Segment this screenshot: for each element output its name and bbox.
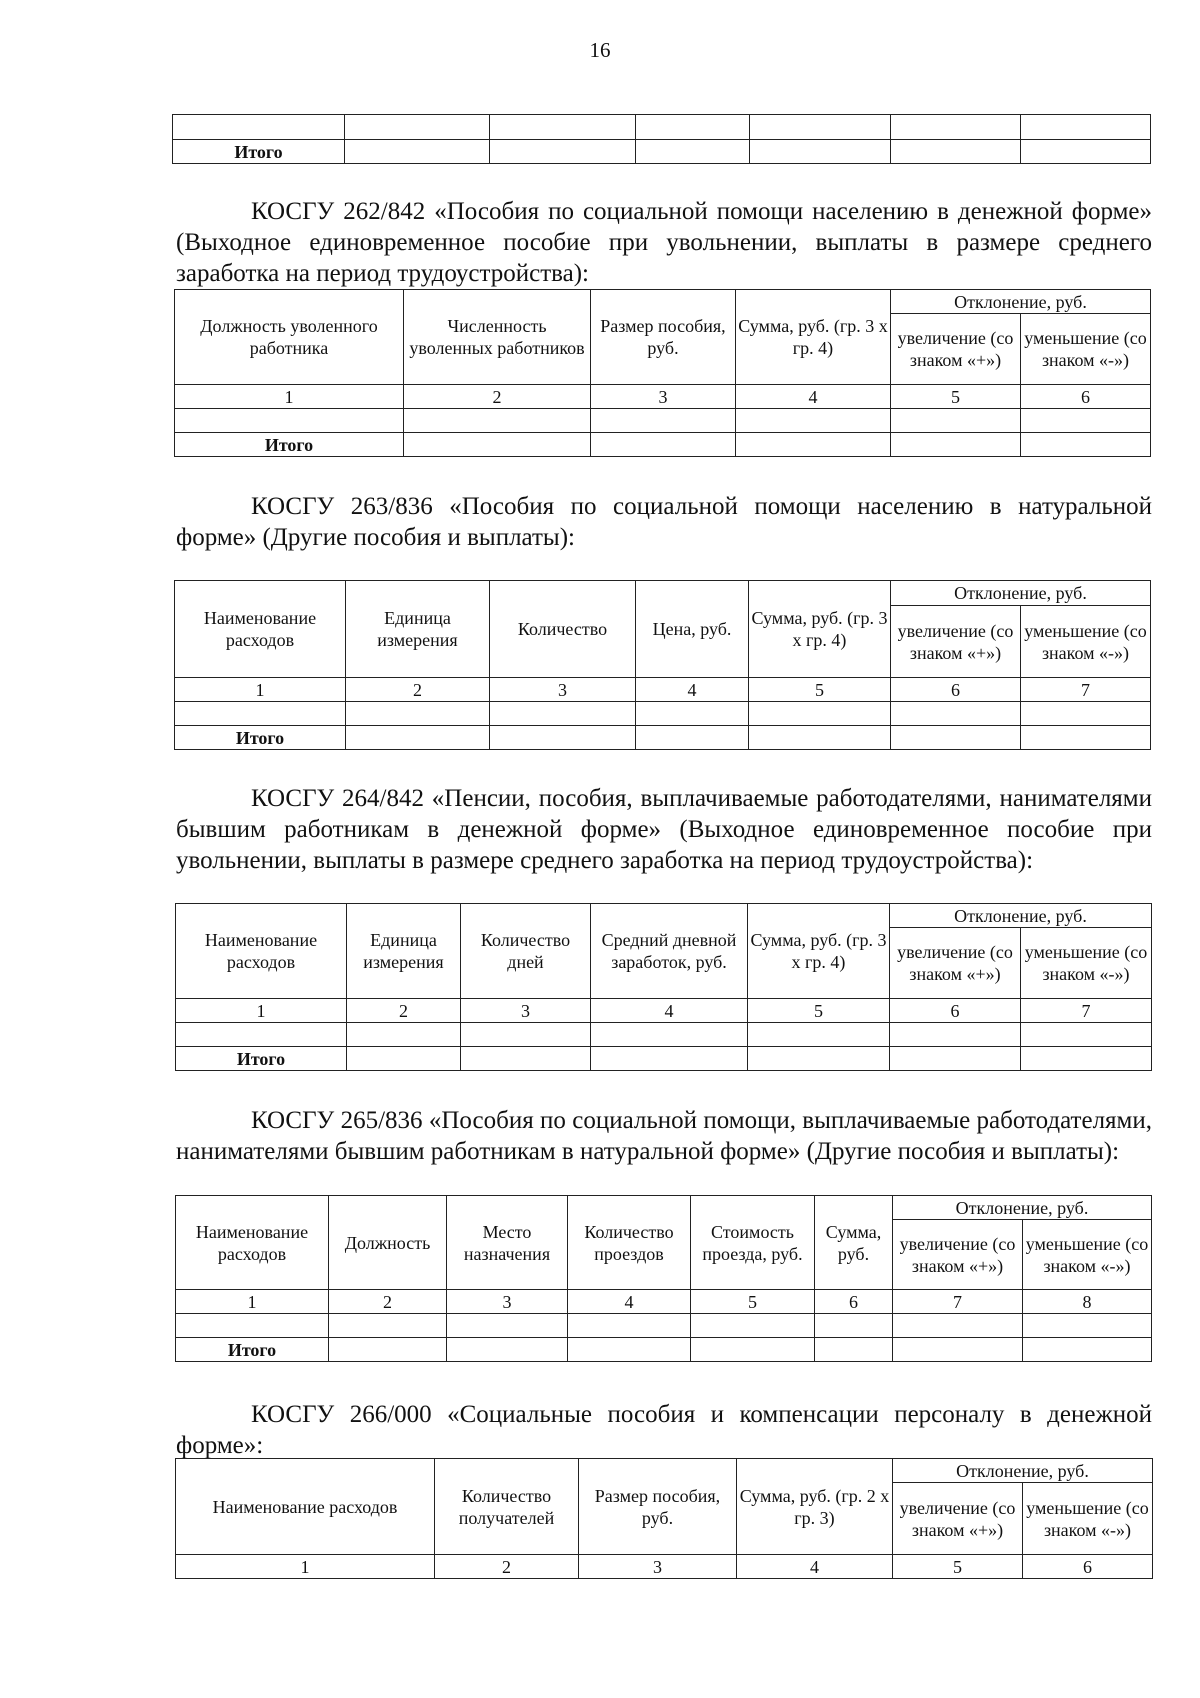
table-cell [736, 433, 891, 457]
total-label: Итого [173, 140, 345, 164]
table-cell [1023, 1314, 1152, 1338]
table-265 [175, 1195, 1152, 1362]
column-number: 5 [691, 1290, 815, 1314]
column-header: Количество получателей [435, 1459, 579, 1555]
column-number: 2 [435, 1555, 579, 1579]
column-header: Единица измерения [346, 581, 490, 678]
column-header: увеличение (со знаком «+») [891, 314, 1021, 385]
table-cell [893, 1314, 1023, 1338]
total-label: Итого [176, 1338, 329, 1362]
table-cell [461, 1023, 591, 1047]
column-header: Сумма, руб. [815, 1196, 893, 1290]
table-cell [591, 409, 736, 433]
table-cell [1021, 433, 1151, 457]
column-header: Сумма, руб. (гр. 3 х гр. 4) [748, 904, 890, 999]
column-number: 6 [815, 1290, 893, 1314]
column-header: Цена, руб. [636, 581, 749, 678]
table-cell [461, 1047, 591, 1071]
table-cell [749, 726, 891, 750]
column-header: увеличение (со знаком «+») [893, 1220, 1023, 1290]
table-cell [1021, 409, 1151, 433]
table-cell [591, 433, 736, 457]
column-number: 1 [176, 999, 347, 1023]
table-cell [636, 726, 749, 750]
column-header: Место назначения [447, 1196, 568, 1290]
table-cell [490, 726, 636, 750]
column-number: 3 [591, 385, 736, 409]
column-number: 2 [346, 678, 490, 702]
column-number: 3 [579, 1555, 737, 1579]
total-label: Итого [176, 1047, 347, 1071]
table-cell [636, 115, 750, 140]
table-cell [447, 1338, 568, 1362]
column-number: 4 [636, 678, 749, 702]
table-cell [404, 433, 591, 457]
deviation-header: Отклонение, руб. [891, 581, 1151, 606]
table-cell [568, 1314, 691, 1338]
table-cell [748, 1047, 890, 1071]
column-number: 6 [890, 999, 1021, 1023]
table-cell [345, 115, 490, 140]
table-cell [591, 1023, 748, 1047]
section-title-265: КОСГУ 265/836 «Пособия по социальной помощи, выплачиваемые работодателями, нанимателями бывшим работникам в натуральной форме» (Другие пособия и выплаты): [176, 1107, 1152, 1165]
table-cell [447, 1314, 568, 1338]
section-title-263: КОСГУ 263/836 «Пособия по социальной помощи населению в натуральной форме» (Другие пособия и выплаты): [176, 493, 1152, 551]
section-title-262: КОСГУ 262/842 «Пособия по социальной помощи населению в денежной форме» (Выходное единовременное пособие при увольнении, выплаты в размере среднего заработка на период трудоустройства): [176, 198, 1152, 287]
column-number: 7 [1021, 678, 1151, 702]
total-label: Итого [175, 726, 346, 750]
column-number: 7 [893, 1290, 1023, 1314]
table-cell [891, 115, 1021, 140]
column-header: Наименование расходов [176, 904, 347, 999]
column-header: уменьшение (со знаком «-») [1023, 1483, 1153, 1555]
column-number: 1 [175, 678, 346, 702]
total-label: Итого [175, 433, 404, 457]
column-number: 4 [568, 1290, 691, 1314]
table-cell [749, 702, 891, 726]
table-cell [176, 1314, 329, 1338]
table-cell [636, 702, 749, 726]
column-number: 5 [891, 385, 1021, 409]
table-cell [691, 1338, 815, 1362]
table-cell [1021, 115, 1151, 140]
column-header: увеличение (со знаком «+») [893, 1483, 1023, 1555]
table-cell [1023, 1338, 1152, 1362]
table-cell [175, 409, 404, 433]
table-cell [891, 409, 1021, 433]
page-number: 16 [589, 38, 611, 62]
column-number: 1 [176, 1555, 435, 1579]
column-header: Наименование расходов [176, 1459, 435, 1555]
column-number: 7 [1021, 999, 1152, 1023]
column-header: Сумма, руб. (гр. 3 х гр. 4) [736, 290, 891, 385]
table-cell [890, 1047, 1021, 1071]
column-header: Количество проездов [568, 1196, 691, 1290]
column-number: 1 [176, 1290, 329, 1314]
section-title-266: КОСГУ 266/000 «Социальные пособия и компенсации персоналу в денежной форме»: [176, 1401, 1152, 1459]
table-cell [891, 433, 1021, 457]
table-cell [1021, 1023, 1152, 1047]
table-cell [404, 409, 591, 433]
deviation-header: Отклонение, руб. [890, 904, 1152, 928]
table-cell [893, 1338, 1023, 1362]
column-number: 6 [891, 678, 1021, 702]
table-cell [748, 1023, 890, 1047]
table-cell [347, 1023, 461, 1047]
column-header: увеличение (со знаком «+») [891, 606, 1021, 678]
column-header: Численность уволенных работников [404, 290, 591, 385]
table-cell [750, 140, 891, 164]
column-number: 5 [748, 999, 890, 1023]
column-number: 4 [736, 385, 891, 409]
column-number: 3 [490, 678, 636, 702]
column-number: 2 [329, 1290, 447, 1314]
table-cell [750, 115, 891, 140]
column-header: увеличение (со знаком «+») [890, 928, 1021, 999]
table-cell [1021, 140, 1151, 164]
table-cell [736, 409, 891, 433]
table-266 [175, 1458, 1153, 1579]
column-header: Количество [490, 581, 636, 678]
table-cell [175, 702, 346, 726]
column-number: 8 [1023, 1290, 1152, 1314]
column-header: Стоимость проезда, руб. [691, 1196, 815, 1290]
table-cell [568, 1338, 691, 1362]
column-header: уменьшение (со знаком «-») [1023, 1220, 1152, 1290]
column-header: уменьшение (со знаком «-») [1021, 314, 1151, 385]
table-cell [891, 140, 1021, 164]
column-number: 6 [1023, 1555, 1153, 1579]
table-cell [490, 115, 636, 140]
table-cell [1021, 1047, 1152, 1071]
column-number: 3 [461, 999, 591, 1023]
deviation-header: Отклонение, руб. [891, 290, 1151, 314]
column-number: 4 [737, 1555, 893, 1579]
table-cell [490, 140, 636, 164]
column-number: 4 [591, 999, 748, 1023]
column-header: Должность уволенного работника [175, 290, 404, 385]
column-header: Количество дней [461, 904, 591, 999]
deviation-header: Отклонение, руб. [893, 1196, 1152, 1220]
column-header: Должность [329, 1196, 447, 1290]
table-cell [891, 726, 1021, 750]
column-number: 5 [893, 1555, 1023, 1579]
column-number: 2 [404, 385, 591, 409]
column-number: 6 [1021, 385, 1151, 409]
table-cell [346, 702, 490, 726]
table-262 [174, 289, 1151, 457]
table-cell [815, 1338, 893, 1362]
column-number: 3 [447, 1290, 568, 1314]
table-cell [329, 1338, 447, 1362]
column-header: Размер пособия, руб. [591, 290, 736, 385]
table-cell [636, 140, 750, 164]
column-number: 5 [749, 678, 891, 702]
column-header: Сумма, руб. (гр. 2 х гр. 3) [737, 1459, 893, 1555]
deviation-header: Отклонение, руб. [893, 1459, 1153, 1483]
column-header: Средний дневной заработок, руб. [591, 904, 748, 999]
table-263 [174, 580, 1151, 750]
table-cell [890, 1023, 1021, 1047]
table-cell [891, 702, 1021, 726]
table-cell [1021, 726, 1151, 750]
table-cell [329, 1314, 447, 1338]
section-title-264: КОСГУ 264/842 «Пенсии, пособия, выплачиваемые работодателями, нанимателями бывшим работникам в денежной форме» (Выходное единовременное пособие при увольнении, выплаты в размере среднего заработка на период трудоустройства): [176, 785, 1152, 874]
carryover-table [172, 114, 1151, 164]
column-header: уменьшение (со знаком «-») [1021, 606, 1151, 678]
table-cell [176, 1023, 347, 1047]
table-cell [173, 115, 345, 140]
table-cell [490, 702, 636, 726]
table-cell [691, 1314, 815, 1338]
table-cell [815, 1314, 893, 1338]
column-header: Размер пособия, руб. [579, 1459, 737, 1555]
column-number: 1 [175, 385, 404, 409]
table-cell [345, 140, 490, 164]
column-header: Сумма, руб. (гр. 3 х гр. 4) [749, 581, 891, 678]
table-cell [346, 726, 490, 750]
table-cell [347, 1047, 461, 1071]
column-header: Наименование расходов [176, 1196, 329, 1290]
column-header: уменьшение (со знаком «-») [1021, 928, 1152, 999]
table-cell [1021, 702, 1151, 726]
table-cell [591, 1047, 748, 1071]
column-number: 2 [347, 999, 461, 1023]
column-header: Наименование расходов [175, 581, 346, 678]
column-header: Единица измерения [347, 904, 461, 999]
table-264 [175, 903, 1152, 1071]
